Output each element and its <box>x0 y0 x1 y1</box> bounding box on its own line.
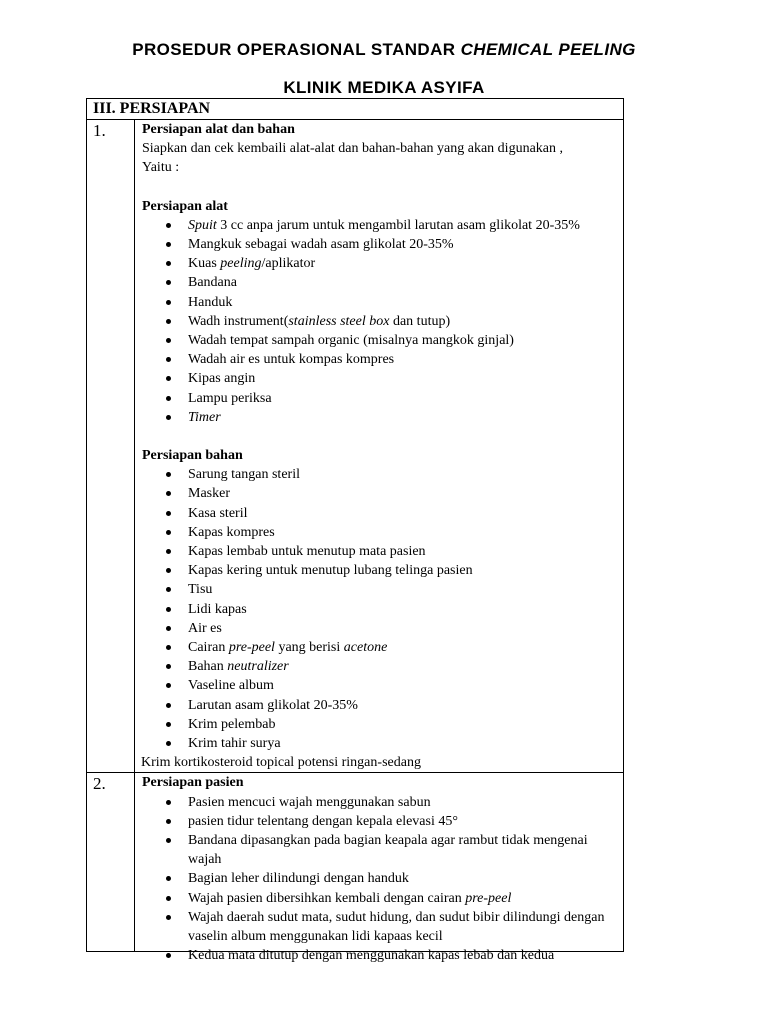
item-text: yang berisi <box>274 640 344 655</box>
step-content <box>135 120 624 773</box>
bullet-icon <box>166 300 171 305</box>
bullet-icon <box>166 953 171 958</box>
step-row-2 <box>87 773 624 952</box>
list-item <box>142 542 623 561</box>
list-item <box>142 619 623 638</box>
section-heading: III. PERSIAPAN <box>87 99 624 120</box>
list-item <box>142 657 623 676</box>
bullet-icon <box>166 530 171 535</box>
list-item <box>142 331 623 350</box>
step-number: 2. <box>87 773 135 952</box>
step-content <box>135 773 624 964</box>
bullet-icon <box>166 741 171 746</box>
intro-text-line: Siapkan dan cek kembaili alat-alat dan bahan-bahan yang akan digunakan , <box>142 141 563 157</box>
item-text: Wajah pasien dibersihkan kembali dengan cairan <box>188 890 466 906</box>
item-text: Mangkuk sebagai wadah asam glikolat 20-35% <box>188 236 454 252</box>
bullet-icon <box>166 223 171 228</box>
item-text: Bagian leher dilindungi dengan handuk <box>188 871 409 887</box>
bullet-icon <box>166 568 171 573</box>
bullet-icon <box>166 876 171 881</box>
list-item <box>142 465 623 484</box>
step-heading: Persiapan pasien <box>142 775 244 791</box>
list-item <box>142 216 623 235</box>
step-number: 1. <box>87 120 135 773</box>
list-item <box>142 676 623 695</box>
item-text: Bandana <box>188 275 237 291</box>
pasien-list <box>142 793 623 966</box>
item-text: Masker <box>188 486 230 502</box>
title-prefix: PROSEDUR OPERASIONAL STANDAR <box>132 40 456 59</box>
bullet-icon <box>166 587 171 592</box>
item-text: pasien tidur telentang dengan kepala elevasi 45° <box>188 813 458 829</box>
item-text: Kasa steril <box>188 505 248 521</box>
list-item <box>142 254 623 273</box>
item-text: Kuas <box>188 256 221 272</box>
bullet-icon <box>166 664 171 669</box>
item-text: Kipas angin <box>188 371 256 387</box>
procedure-table <box>86 98 624 964</box>
bullet-icon <box>166 511 171 516</box>
item-text: Lidi kapas <box>188 601 247 617</box>
spacer <box>142 427 623 446</box>
list-item <box>142 350 623 369</box>
list-item <box>142 638 623 657</box>
bullet-icon <box>166 607 171 612</box>
list-item <box>142 734 623 753</box>
bullet-icon <box>166 472 171 477</box>
item-text: Lampu periksa <box>188 390 272 406</box>
alat-list <box>142 216 623 427</box>
item-text: Cairan <box>188 640 229 655</box>
bullet-icon <box>166 319 171 324</box>
clinic-name: KLINIK MEDIKA ASYIFA <box>283 78 485 97</box>
bullet-icon <box>166 896 171 901</box>
item-text-italic: pre-peel <box>228 640 275 655</box>
step-heading: Persiapan alat dan bahan <box>142 122 295 137</box>
item-text-italic: Timer <box>188 409 221 425</box>
intro-text-line: Yaitu : <box>142 160 180 176</box>
bullet-icon <box>166 242 171 247</box>
item-text: Kapas lembab untuk menutup mata pasien <box>188 543 426 559</box>
item-text: Kapas kering untuk menutup lubang telinga pasien <box>188 563 473 579</box>
list-item <box>142 889 623 908</box>
item-text-italic: peeling <box>220 256 262 272</box>
step-row-1 <box>87 120 624 773</box>
list-item <box>142 369 623 388</box>
bullet-icon <box>166 396 171 401</box>
list-item <box>142 293 623 312</box>
item-text: Krim pelembab <box>188 716 276 732</box>
trailing-text: Krim kortikosteroid topical potensi ringan-sedang <box>141 755 421 771</box>
list-item <box>142 793 623 812</box>
list-item <box>142 946 623 965</box>
list-item <box>142 869 623 888</box>
list-item <box>142 273 623 292</box>
item-text: Wadh instrument( <box>188 313 289 329</box>
item-text: Pasien mencuci wajah menggunakan sabun <box>188 794 431 810</box>
bullet-icon <box>166 491 171 496</box>
document-title <box>0 40 768 60</box>
bullet-icon <box>166 838 171 843</box>
list-item <box>142 408 623 427</box>
item-text: Vaseline album <box>188 678 274 694</box>
bullet-icon <box>166 280 171 285</box>
bullet-icon <box>166 645 171 650</box>
list-item <box>142 600 623 619</box>
bullet-icon <box>166 800 171 805</box>
item-text: Sarung tangan steril <box>188 467 300 483</box>
item-text: Kapas kompres <box>188 524 275 540</box>
item-text: /aplikator <box>261 256 316 272</box>
bahan-heading: Persiapan bahan <box>142 447 243 463</box>
list-item <box>142 715 623 734</box>
item-text-italic: Spuit <box>188 217 217 233</box>
item-text: Bandana dipasangkan pada bagian keapala agar rambut tidak mengenai wajah <box>188 833 588 868</box>
bullet-icon <box>166 819 171 824</box>
item-text: Wajah daerah sudut mata, sudut hidung, dan sudut bibir dilindungi dengan vaselin album menggunakan lidi kapaas kecil <box>188 909 605 945</box>
list-item <box>142 523 623 542</box>
alat-heading: Persiapan alat <box>142 198 228 214</box>
bullet-icon <box>166 338 171 343</box>
item-text: dan tutup) <box>389 313 451 329</box>
list-item <box>142 696 623 715</box>
list-item <box>142 561 623 580</box>
list-item <box>142 831 623 869</box>
bullet-icon <box>166 722 171 727</box>
list-item <box>142 235 623 254</box>
item-text: Wadah tempat sampah organic (misalnya mangkok ginjal) <box>188 332 514 348</box>
bullet-icon <box>166 261 171 266</box>
list-item <box>142 504 623 523</box>
list-item <box>142 484 623 503</box>
step-content-clip <box>142 773 623 964</box>
list-item <box>142 580 623 599</box>
bullet-icon <box>166 915 171 920</box>
spacer <box>142 178 623 197</box>
item-text: Krim tahir surya <box>188 736 281 752</box>
item-text: Kedua mata ditutup dengan menggunakan kapas lebab dan kedua <box>188 948 555 964</box>
bullet-icon <box>166 376 171 381</box>
bahan-list <box>142 465 623 753</box>
list-item <box>142 812 623 831</box>
item-text: Handuk <box>188 294 233 310</box>
list-item <box>142 312 623 331</box>
item-text: Air es <box>188 620 222 636</box>
item-text-italic: pre-peel <box>465 890 512 906</box>
list-item <box>142 389 623 408</box>
bullet-icon <box>166 703 171 708</box>
title-italic: CHEMICAL PEELING <box>460 40 636 59</box>
bullet-icon <box>166 415 171 420</box>
bullet-icon <box>166 549 171 554</box>
item-text-italic: stainless steel box <box>288 313 390 329</box>
item-text: Wadah air es untuk kompas kompres <box>188 352 395 368</box>
item-text-italic: neutralizer <box>227 659 289 675</box>
bullet-icon <box>166 357 171 362</box>
item-text: Tisu <box>188 582 213 598</box>
section-header-row <box>87 99 624 120</box>
item-text: Bahan <box>188 659 228 675</box>
item-text: 3 cc anpa jarum untuk mengambil larutan asam glikolat 20-35% <box>216 217 580 233</box>
bullet-icon <box>166 683 171 688</box>
bullet-icon <box>166 626 171 631</box>
list-item <box>142 908 623 946</box>
item-text-italic: acetone <box>343 640 388 655</box>
item-text: Larutan asam glikolat 20-35% <box>188 697 358 713</box>
